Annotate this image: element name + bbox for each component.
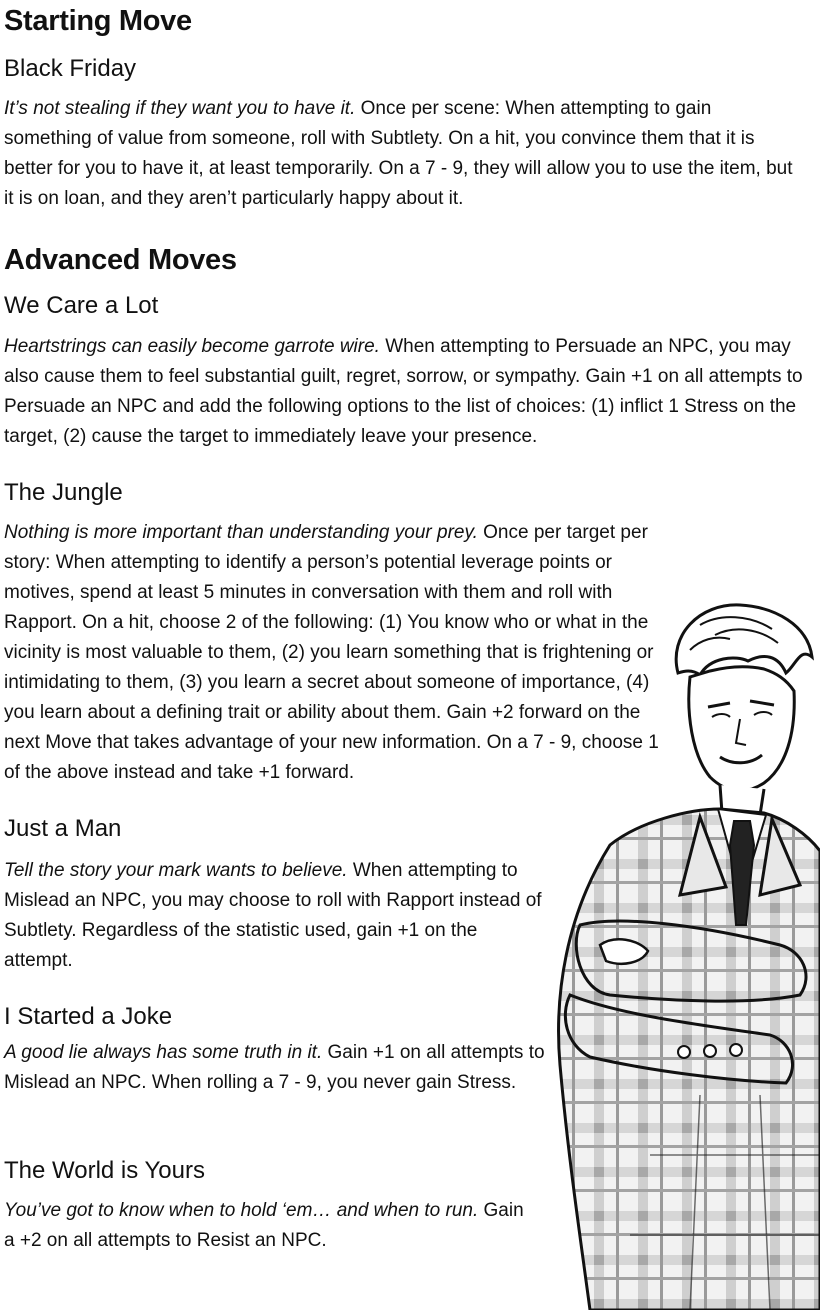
move-lead: A good lie always has some truth in it. [4, 1042, 323, 1063]
advanced-moves-section [4, 243, 804, 277]
move-body: Gain +1 on all attempts to Mislead an NPC. When rolling a 7 - 9, you never gain Stress. [4, 1042, 545, 1093]
move-title: Black Friday [4, 55, 137, 82]
move-text [4, 1196, 539, 1256]
move-title: The World is Yours [4, 1157, 205, 1184]
move-the-world-is-yours [4, 1156, 539, 1256]
move-body: Gain a +2 on all attempts to Resist an NPC. [4, 1200, 524, 1251]
move-title: I Started a Joke [4, 1003, 173, 1030]
move-body: Once per target per story: When attempting to identify a person’s potential leverage points or motives, spend at least 5 minutes in conversation with them and roll with Rapport. On a hit, choose 2 of the following: (1) You know who or what in the vicinity is most valuable to them, (2) you learn something that is frightening or intimidating to them, (3) you learn a secret about someone of importance, (4) you learn about a defining trait or ability about them. Gain +2 forward on the next Move that takes advantage of your new information. On a 7 - 9, choose 1 of the above instead and take +1 forward. [4, 522, 659, 783]
move-lead: It’s not stealing if they want you to have it. [4, 98, 356, 119]
face-shape [689, 667, 794, 791]
move-we-care-a-lot [4, 291, 804, 452]
move-title: We Care a Lot [4, 292, 159, 319]
starting-move-section [4, 4, 804, 38]
jacket-button [730, 1044, 742, 1056]
move-title: Just a Man [4, 815, 122, 842]
move-body: When attempting to Persuade an NPC, you may also cause them to feel substantial guilt, regret, sorrow, or sympathy. Gain +1 on all attempts to Persuade an NPC and add the following options to the list of choices: (1) inflict 1 Stress on the target, (2) cause the target to immediately leave your presence. [4, 336, 803, 447]
section-heading-advanced: Advanced Moves [4, 244, 237, 276]
section-heading-starting: Starting Move [4, 5, 192, 37]
hair-shape [676, 605, 812, 675]
move-black-friday [4, 54, 794, 214]
character-illustration [550, 595, 820, 1310]
move-title: The Jungle [4, 479, 123, 506]
move-body: Once per scene: When attempting to gain something of value from someone, roll with Subtlety. On a hit, you convince them that it is better for you to have it, at least temporarily. On a 7 - 9, they will allow you to use the item, but it is on loan, and they aren’t particularly happy about it. [4, 98, 793, 209]
move-lead: Tell the story your mark wants to believe. [4, 860, 348, 881]
move-just-a-man [4, 814, 544, 976]
move-i-started-a-joke [4, 1002, 552, 1098]
jacket-button [704, 1045, 716, 1057]
move-text [4, 332, 804, 452]
move-lead: Heartstrings can easily become garrote wire. [4, 336, 380, 357]
move-text [4, 1038, 552, 1098]
jacket-button [678, 1046, 690, 1058]
move-text [4, 856, 544, 976]
move-text [4, 94, 794, 214]
move-lead: Nothing is more important than understanding your prey. [4, 522, 478, 543]
move-lead: You’ve got to know when to hold ‘em… and when to run. [4, 1200, 479, 1221]
move-body: When attempting to Mislead an NPC, you may choose to roll with Rapport instead of Subtlety. Regardless of the statistic used, gain +1 on the attempt. [4, 860, 542, 971]
